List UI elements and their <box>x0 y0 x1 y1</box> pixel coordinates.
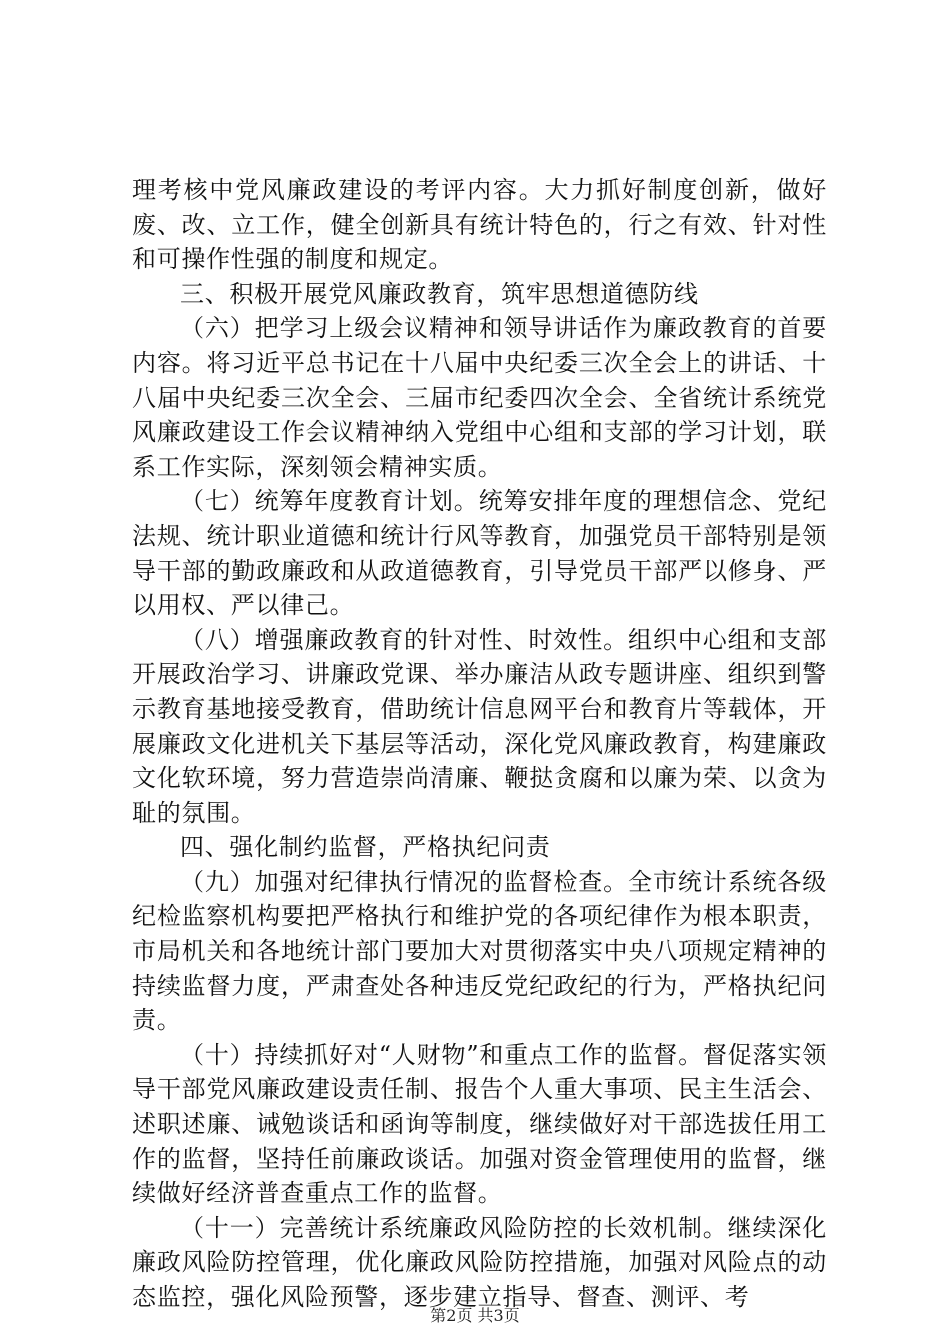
paragraph-item-8: （八）增强廉政教育的针对性、时效性。组织中心组和支部开展政治学习、讲廉政党课、举办廉洁从政专题讲座、组织到警示教育基地接受教育，借助统计信息网平台和教育片等载体，开展廉政文化进机关下基层等活动，深化党风廉政教育，构建廉政文化软环境，努力营造崇尚清廉、鞭挞贪腐和以廉为荣、以贪为耻的氛围。 <box>132 625 827 827</box>
page-footer: 第2页 共3页 <box>430 1306 520 1325</box>
paragraph-item-6: （六）把学习上级会议精神和领导讲话作为廉政教育的首要内容。将习近平总书记在十八届中央纪委三次全会上的讲话、十八届中央纪委三次全会、三届市纪委四次全会、全省统计系统党风廉政建设工作会议精神纳入党组中心组和支部的学习计划，联系工作实际，深刻领会精神实质。 <box>132 314 827 481</box>
section-heading-3: 三、积极开展党风廉政教育，筑牢思想道德防线 <box>180 279 699 308</box>
paragraph-continuation: 理考核中党风廉政建设的考评内容。大力抓好制度创新，做好废、改、立工作，健全创新具有统计特色的，行之有效、针对性和可操作性强的制度和规定。 <box>132 176 827 274</box>
paragraph-item-7: （七）统筹年度教育计划。统筹安排年度的理想信念、党纪法规、统计职业道德和统计行风等教育，加强党员干部特别是领导干部的勤政廉政和从政道德教育，引导党员干部严以修身、严以用权、严以律己。 <box>132 487 827 620</box>
paragraph-item-10: （十）持续抓好对“人财物”和重点工作的监督。督促落实领导干部党风廉政建设责任制、报告个人重大事项、民主生活会、述职述廉、诫勉谈话和函询等制度，继续做好对干部选拔任用工作的监督，坚持任前廉政谈话。加强对资金管理使用的监督，继续做好经济普查重点工作的监督。 <box>132 1040 827 1208</box>
paragraph-item-11: （十一）完善统计系统廉政风险防控的长效机制。继续深化廉政风险防控管理，优化廉政风险防控措施，加强对风险点的动态监控，强化风险预警，逐步建立指导、督查、测评、考 <box>132 1213 827 1311</box>
section-heading-4: 四、强化制约监督，严格执纪问责 <box>180 833 551 862</box>
paragraph-item-9: （九）加强对纪律执行情况的监督检查。全市统计系统各级纪检监察机构要把严格执行和维护党的各项纪律作为根本职责，市局机关和各地统计部门要加大对贯彻落实中央八项规定精神的持续监督力度，严肃查处各种违反党纪政纪的行为，严格执纪问责。 <box>132 867 827 1035</box>
document-body <box>132 173 827 1315</box>
